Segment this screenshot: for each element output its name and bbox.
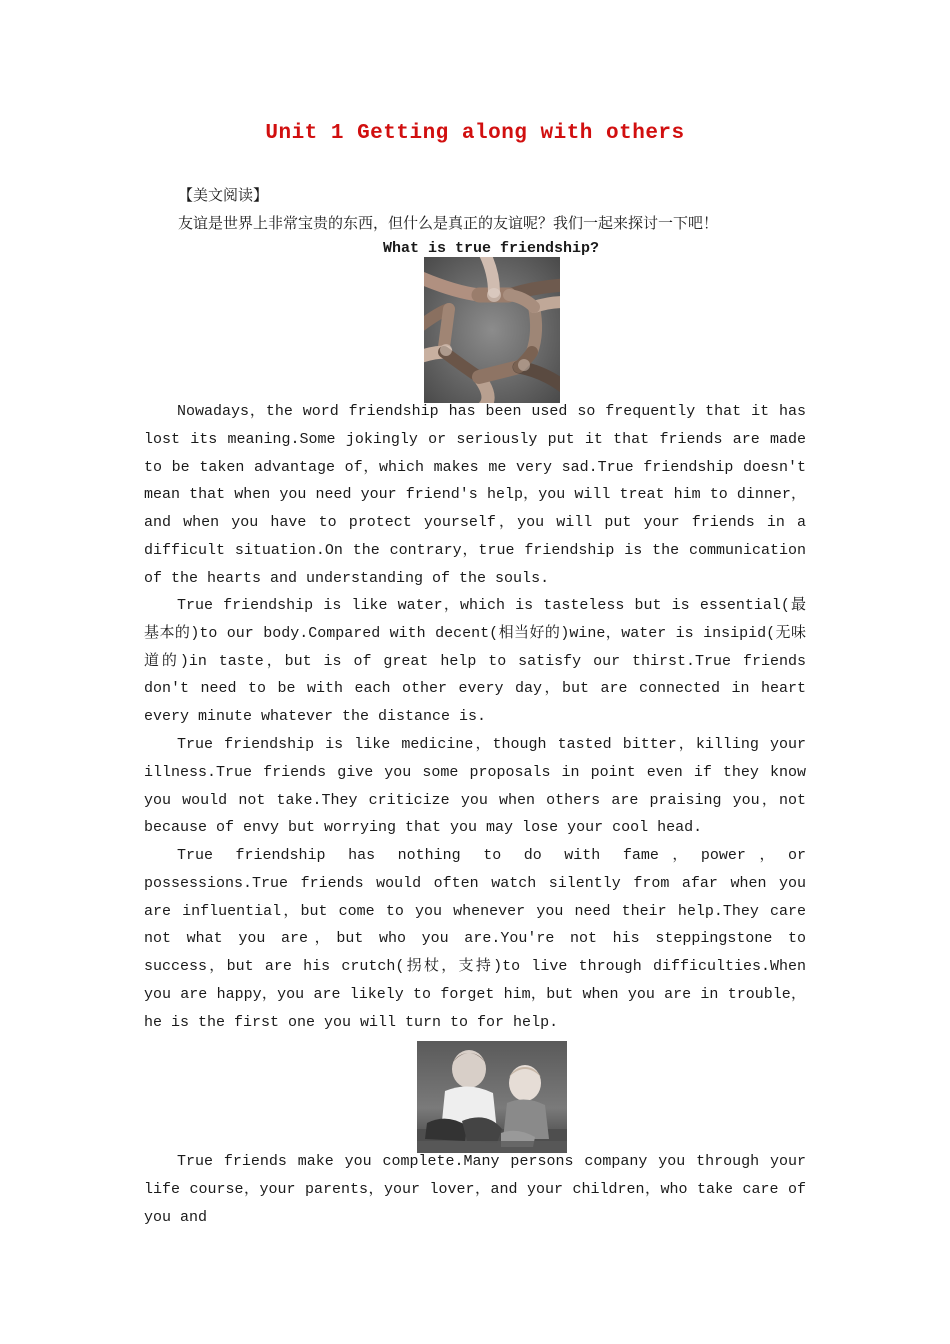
intro-text: 友谊是世界上非常宝贵的东西，但什么是真正的友谊呢？我们一起来探讨一下吧！ [178,214,719,232]
paragraph-1 [144,398,806,593]
paragraph-2-text: True friendship is like water，which is tasteless but is essential(最基本的)to our body.Compared with decent(相当好的)wine，water is insipid(无味道的)in taste，but is of great help to satisfy our thirst.True friends don't need to be with each other every day，but are connected in heart every minute whatever the distance is. [144,597,806,726]
paragraph-4 [144,842,806,1037]
two-children-photo [417,1041,567,1153]
section-label: 【美文阅读】 [178,186,269,204]
paragraph-4-text: True friendship has nothing to do with fame，power，or possessions.True friends would often watch silently from afar when you are influential，but come to you whenever you need their help.They care not what you are，but who you are.You're not his steppingstone to success，but are his crutch(拐杖，支持)to live through difficulties.When you are happy，you are likely to forget him，but when you are in trouble，he is the first one you will turn to for help. [144,847,806,1031]
paragraph-1-text: Nowadays，the word friendship has been used so frequently that it has lost its meaning.Some jokingly or seriously put it that friends are made to be taken advantage of，which makes me very sad.True friendship doesn't mean that when you need your friend's help，you will treat him to dinner，and when you have to protect yourself，you will put your friends in a difficult situation.On the contrary，true friendship is the communication of the hearts and understanding of the souls. [144,403,806,587]
paragraph-5 [144,1148,806,1231]
paragraph-3 [144,731,806,842]
article-title: What is true friendship? [382,240,600,257]
paragraph-2 [144,592,806,731]
hands-circle-photo [424,257,560,403]
paragraph-3-text: True friendship is like medicine，though tasted bitter，killing your illness.True friends give you some proposals in point even if they know you would not take.They criticize you when others are praising you，not because of envy but worrying that you may lose your cool head. [144,736,806,837]
paragraph-5-text: True friends make you complete.Many persons company you through your life course，your parents，your lover，and your children，who take care of you and [144,1153,806,1226]
unit-title: Unit 1 Getting along with others [265,122,685,145]
